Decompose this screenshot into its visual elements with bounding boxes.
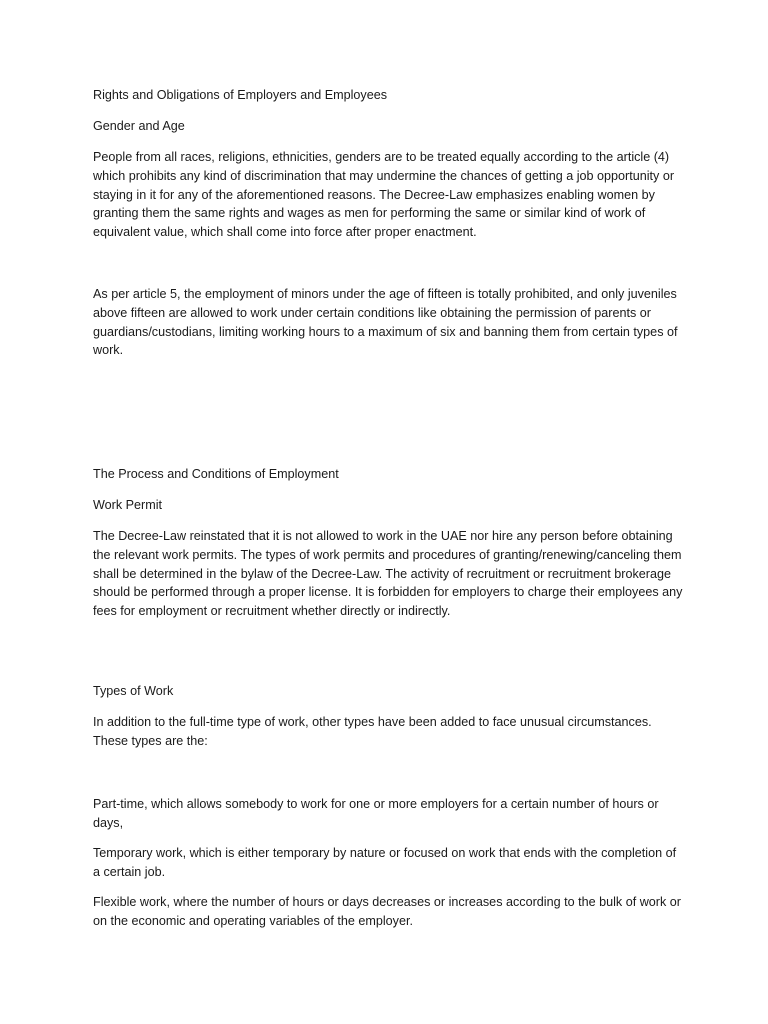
section-title-process: The Process and Conditions of Employment	[93, 467, 339, 481]
paragraph-equality: People from all races, religions, ethnicities, genders are to be treated equally according to the article (4) which prohibits any kind of discrimination that may undermine the chances of getting a job opportunity or staying in it for any of the aforementioned reasons. The Decree-Law emphasizes enabling women by granting them the same rights and wages as men for performing the same or similar kind of work of equivalent value, which shall come into force after proper enactment.	[93, 150, 675, 240]
list-item-part-time: Part-time, which allows somebody to work for one or more employers for a certain number of hours or days,	[93, 797, 659, 830]
paragraph-work-permit: The Decree-Law reinstated that it is not allowed to work in the UAE nor hire any person before obtaining the relevant work permits. The types of work permits and procedures of granting/renewing/canceling them shall be determined in the bylaw of the Decree-Law. The activity of recruitment or recruitment brokerage should be performed through a proper license. It is forbidden for employers to charge their employees any fees for employment or recruitment whether directly or indirectly.	[93, 529, 683, 619]
list-item-flexible-work: Flexible work, where the number of hours or days decreases or increases according to the bulk of work or on the economic and operating variables of the employer.	[93, 895, 681, 928]
document-title: Rights and Obligations of Employers and Employees	[93, 88, 388, 102]
paragraph-types-intro: In addition to the full-time type of work, other types have been added to face unusual circumstances. These types are the:	[93, 715, 652, 748]
section-heading-work-permit: Work Permit	[93, 498, 163, 512]
list-item-temporary-work: Temporary work, which is either temporary by nature or focused on work that ends with the completion of a certain job.	[93, 846, 677, 879]
section-heading-types-of-work: Types of Work	[93, 684, 174, 698]
section-heading-gender-age: Gender and Age	[93, 119, 185, 133]
paragraph-minors: As per article 5, the employment of minors under the age of fifteen is totally prohibited, and only juveniles above fifteen are allowed to work under certain conditions like obtaining the permission of parents or guardians/custodians, limiting working hours to a maximum of six and banning them from certain types of work.	[93, 287, 678, 358]
